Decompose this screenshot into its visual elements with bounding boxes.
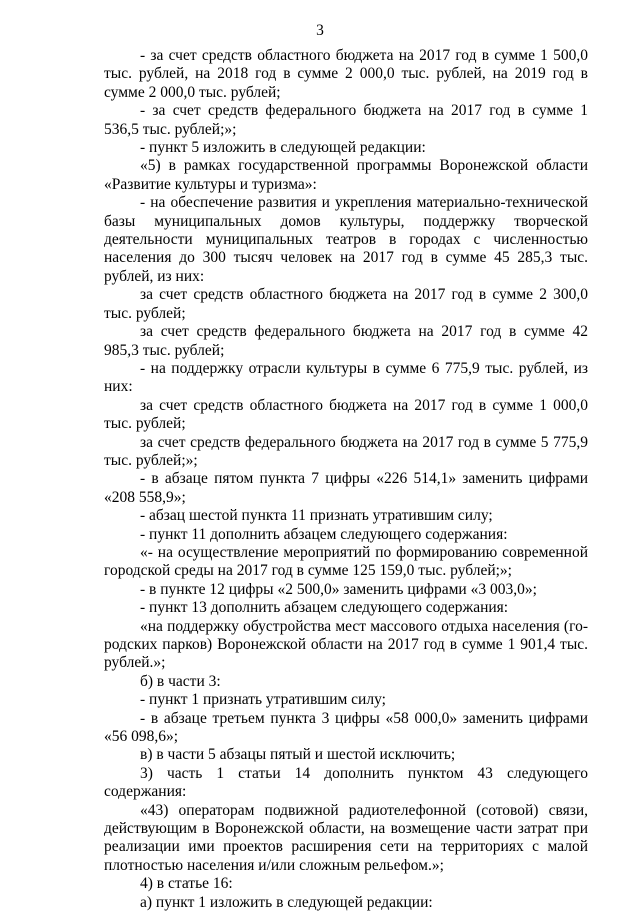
paragraph: - абзац шестой пункта 11 признать утратившим силу; [140, 507, 493, 525]
paragraph: в) в части 5 абзацы пятый и шестой исключить; [140, 746, 456, 764]
paragraph: - в абзаце пятом пункта 7 цифры «226 514,1» заменить цифрами «208 558,9»; [104, 470, 588, 506]
paragraph: - в пункте 12 цифры «2 500,0» заменить цифрами «3 003,0»; [140, 580, 537, 598]
paragraph: за счет средств федерального бюджета на 2017 год в сумме 42 985,3 тыс. рублей; [104, 323, 588, 359]
paragraph: - на поддержку отрасли культуры в сумме 6 775,9 тыс. рублей, из них: [104, 359, 588, 396]
paragraph: 3) часть 1 статьи 14 дополнить пунктом 43 следующего содержания: [104, 764, 588, 801]
paragraph: - за счет средств федерального бюджета на 2017 год в сумме 1 536,5 тыс. рублей;»; [104, 102, 588, 138]
paragraph: «на поддержку обустройства мест массового отдыха населения (городских парков) Воронежской области на 2017 год в сумме 1 901,4 тыс. рублей.»; [104, 617, 588, 672]
paragraph: «43) операторам подвижной радиотелефонной (сотовой) связи, действующим в Воронежской области, на возмещение части затрат при реализации ими проектов расширения сети на территориях с малой плотностью населения и/или сложным рельефом.»; [104, 801, 588, 874]
paragraph: - пункт 11 дополнить абзацем следующего содержания: [140, 525, 508, 543]
paragraph: «- на осуществление мероприятий по формированию современной городской среды на 2017 год в сумме 125 159,0 тыс. рублей;»; [104, 543, 588, 580]
paragraph: «5) в рамках государственной программы Воронежской области «Развитие культуры и туризма»: [104, 157, 588, 193]
page-number: 3 [316, 22, 324, 39]
paragraph: а) пункт 1 изложить в следующей редакции: [140, 893, 433, 911]
paragraph: - в абзаце третьем пункта 3 цифры «58 000,0» заменить цифрами «56 098,6»; [104, 709, 588, 746]
paragraph: за счет средств областного бюджета на 2017 год в сумме 2 300,0 тыс. рублей; [104, 286, 588, 322]
paragraph: - пункт 5 изложить в следующей редакции: [140, 139, 426, 157]
paragraph: - на обеспечение развития и укрепления материально-технической базы муниципальных домов культуры, поддержку творческой деятельности муниципальных театров в городах с численностью населения до 300 тысяч человек на 2017 год в сумме 45 285,3 тыс. рублей, из них: [104, 194, 588, 285]
paragraph: 4) в статье 16: [140, 875, 233, 893]
paragraph: - пункт 1 признать утратившим силу; [140, 691, 386, 709]
paragraph: за счет средств федерального бюджета на 2017 год в сумме 5 775,9 тыс. рублей;»; [104, 433, 588, 469]
paragraph: за счет средств областного бюджета на 2017 год в сумме 1 000,0 тыс. рублей; [104, 396, 588, 433]
paragraph: - за счет средств областного бюджета на 2017 год в сумме 1 500,0 тыс. рублей, на 2018 год в сумме 2 000,0 тыс. рублей, на 2019 год в сумме 2 000,0 тыс. рублей; [104, 47, 588, 101]
document-body [104, 47, 588, 912]
paragraph: - пункт 13 дополнить абзацем следующего содержания: [140, 599, 509, 617]
paragraph: б) в части 3: [140, 672, 221, 690]
